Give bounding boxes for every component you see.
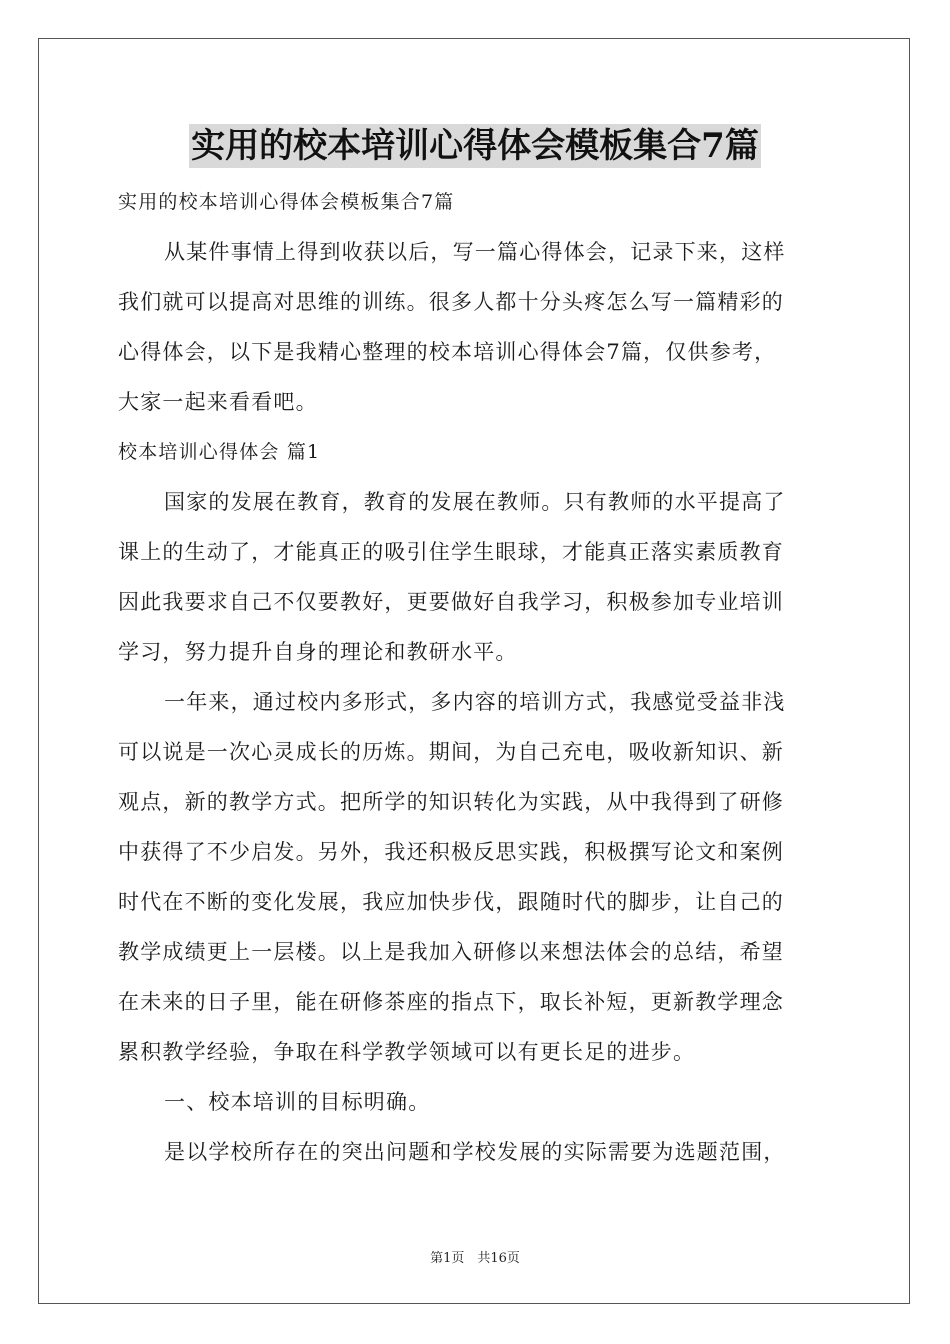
title-block [0, 124, 950, 168]
body-line-4: 大家一起来看看吧。 [118, 390, 318, 414]
body-line-9: 学习，努力提升自身的理论和教研水平。 [118, 640, 518, 664]
body-line-7: 课上的生动了，才能真正的吸引住学生眼球，才能真正落实素质教育 [118, 540, 784, 564]
body-line-3: 心得体会，以下是我精心整理的校本培训心得体会7篇，仅供参考， [118, 340, 777, 364]
body-line-8: 因此我要求自己不仅要教好，更要做好自我学习，积极参加专业培训 [118, 590, 784, 614]
body-line-6: 国家的发展在教育，教育的发展在教师。只有教师的水平提高了 [164, 490, 786, 514]
body-line-14: 时代在不断的变化发展，我应加快步伐，跟随时代的脚步，让自己的 [118, 890, 784, 914]
body-line-17: 累积教学经验，争取在科学教学领域可以有更长足的进步。 [118, 1040, 696, 1064]
body-line-11: 可以说是一次心灵成长的历炼。期间，为自己充电，吸收新知识、新 [118, 740, 784, 764]
document-title: 实用的校本培训心得体会模板集合7篇 [191, 126, 759, 166]
body-line-19: 是以学校所存在的突出问题和学校发展的实际需要为选题范围， [164, 1140, 786, 1164]
body-line-16: 在未来的日子里，能在研修茶座的指点下，取长补短，更新教学理念 [118, 990, 784, 1014]
body-line-5: 校本培训心得体会 篇1 [118, 441, 321, 463]
document-body [118, 177, 840, 1177]
body-line-13: 中获得了不少启发。另外，我还积极反思实践，积极撰写论文和案例 [118, 840, 784, 864]
body-line-0: 实用的校本培训心得体会模板集合7篇 [118, 191, 455, 213]
body-line-10: 一年来，通过校内多形式，多内容的培训方式，我感觉受益非浅 [164, 690, 786, 714]
body-line-12: 观点，新的教学方式。把所学的知识转化为实践，从中我得到了研修 [118, 790, 784, 814]
body-line-18: 一、校本培训的目标明确。 [164, 1090, 431, 1114]
body-line-15: 教学成绩更上一层楼。以上是我加入研修以来想法体会的总结，希望 [118, 940, 784, 964]
body-line-2: 我们就可以提高对思维的训练。很多人都十分头疼怎么写一篇精彩的 [118, 290, 784, 314]
page-footer: 第1页 共16页 [430, 1251, 520, 1266]
body-line-1: 从某件事情上得到收获以后，写一篇心得体会，记录下来，这样 [164, 240, 786, 264]
